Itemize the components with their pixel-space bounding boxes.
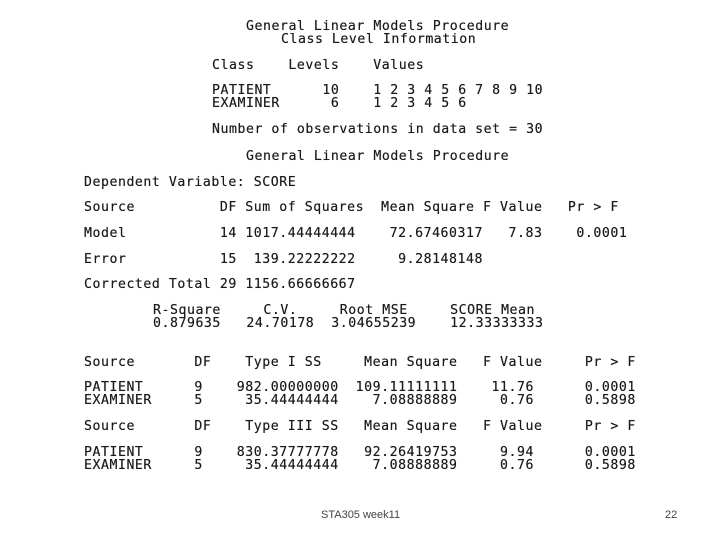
anova-title: General Linear Models Procedure [246,149,510,164]
anova-row-model: Model 14 1017.44444444 72.67460317 7.83 0.0001 [84,226,628,241]
dependent-variable: Dependent Variable: SCORE [84,175,297,190]
anova-row-total: Corrected Total 29 1156.66666667 [84,277,356,292]
footer-label: STA305 week11 [321,509,401,521]
type1-header: Source DF Type I SS Mean Square F Value Pr > F [84,355,636,370]
class-level-title: General Linear Models Procedure [246,19,510,34]
class-level-subtitle: Class Level Information [281,32,477,47]
type3-header: Source DF Type III SS Mean Square F Value Pr > F [84,419,636,434]
observations-line: Number of observations in data set = 30 [212,122,544,137]
class-level-header: Class Levels Values [212,58,425,73]
anova-header: Source DF Sum of Squares Mean Square F Value Pr > F [84,200,619,215]
type1-row-patient: PATIENT 9 982.00000000 109.11111111 11.76 0.0001 [84,380,636,395]
fit-values: 0.879635 24.70178 3.04655239 12.33333333 [153,316,544,331]
class-level-row: EXAMINER 6 1 2 3 4 5 6 [212,96,467,111]
type3-row-patient: PATIENT 9 830.37777778 92.26419753 9.94 0.0001 [84,445,636,460]
type1-row-examiner: EXAMINER 5 35.44444444 7.08888889 0.76 0.5898 [84,393,636,408]
page-number: 22 [665,509,678,521]
fit-header: R-Square C.V. Root MSE SCORE Mean [153,303,536,318]
type3-row-examiner: EXAMINER 5 35.44444444 7.08888889 0.76 0.5898 [84,458,636,473]
anova-row-error: Error 15 139.22222222 9.28148148 [84,252,484,267]
class-level-row: PATIENT 10 1 2 3 4 5 6 7 8 9 10 [212,83,544,98]
